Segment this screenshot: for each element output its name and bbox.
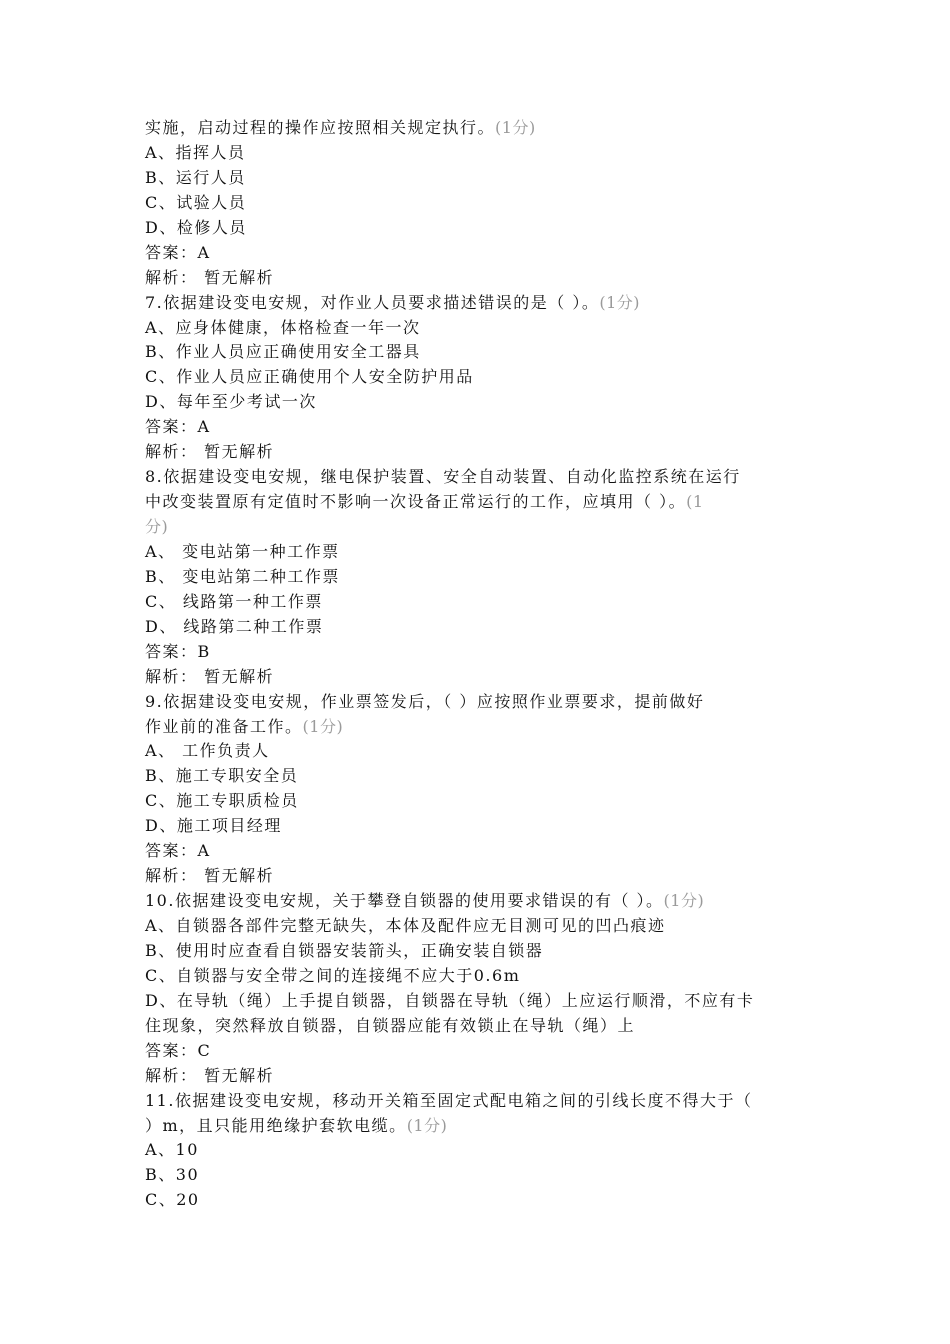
q10-analysis: 解析： 暂无解析 [145,1065,275,1085]
q8-stem-line1: 8.依据建设变电安规，继电保护装置、安全自动装置、自动化监控系统在运行 [145,467,741,487]
text-line: 7.依据建设变电安规，对作业人员要求描述错误的是（ ）。 [145,292,600,312]
q6-option-a: A、指挥人员 [145,142,246,162]
q9-answer: 答案：A [145,841,211,861]
q8-stem-line3 [145,515,810,540]
q9-analysis: 解析： 暂无解析 [145,866,275,886]
q7-answer: 答案：A [145,417,211,437]
q7-option-b: B、作业人员应正确使用安全工器具 [145,342,421,362]
q9-option-d: D、施工项目经理 [145,816,282,836]
score-label: (1分) [406,1115,448,1135]
score-label: (1 [686,492,704,512]
q9-option-c: C、施工专职质检员 [145,791,299,811]
score-label: 分) [145,517,169,536]
q10-option-d-line1: D、在导轨（绳）上手提自锁器，自锁器在导轨（绳）上应运行顺滑，不应有卡 [145,990,755,1010]
q10-option-a: A、自锁器各部件完整无缺失，本体及配件应无目测可见的凹凸痕迹 [145,916,666,935]
q11-stem-line2 [145,1114,810,1139]
text-line: 作业前的准备工作。 [145,716,303,736]
text-line: 实施，启动过程的操作应按照相关规定执行。 [145,118,496,137]
q7-option-c: C、作业人员应正确使用个人安全防护用品 [145,367,474,387]
q8-analysis: 解析： 暂无解析 [145,666,275,686]
q9-option-b: B、施工专职安全员 [145,766,299,786]
score-label: (1分) [663,891,705,911]
q11-option-c: C、20 [145,1190,200,1210]
q7-option-a: A、应身体健康，体格检查一年一次 [145,317,421,337]
q7-stem [145,291,810,316]
text-line: 10.依据建设变电安规，关于攀登自锁器的使用要求错误的有（ ）。 [145,891,664,911]
q8-option-d: D、 线路第二种工作票 [145,616,324,636]
q11-option-b: B、30 [145,1165,200,1185]
q6-option-c: C、试验人员 [145,192,247,212]
q8-option-b: B、 变电站第二种工作票 [145,566,340,586]
q11-stem-line1: 11.依据建设变电安规，移动开关箱至固定式配电箱之间的引线长度不得大于（ [145,1090,753,1110]
q10-answer: 答案：C [145,1040,212,1060]
q8-option-c: C、 线路第一种工作票 [145,591,323,611]
q6-analysis: 解析： 暂无解析 [145,267,275,287]
q6-option-b: B、运行人员 [145,167,246,187]
q8-stem-line2 [145,490,810,515]
q6-stem-continuation [145,116,810,141]
q6-answer: 答案：A [145,242,211,262]
score-label: (1分) [599,292,641,312]
q9-stem-line2 [145,715,810,740]
score-label: (1分) [495,118,536,137]
q10-option-d-line2: 住现象，突然释放自锁器，自锁器应能有效锁止在导轨（绳）上 [145,1015,636,1035]
text-line: 中改变装置原有定值时不影响一次设备正常运行的工作，应填用（ ）。 [145,492,687,512]
exam-document [145,116,810,1213]
q10-option-c: C、自锁器与安全带之间的连接绳不应大于0.6m [145,965,521,985]
q10-stem [145,889,810,914]
q7-option-d: D、每年至少考试一次 [145,392,317,412]
q8-option-a: A、 变电站第一种工作票 [145,541,340,561]
q9-stem-line1: 9.依据建设变电安规，作业票签发后，（ ）应按照作业票要求，提前做好 [145,691,705,711]
score-label: (1分) [302,716,344,736]
q7-analysis: 解析： 暂无解析 [145,442,275,462]
q10-option-b: B、使用时应查看自锁器安装箭头，正确安装自锁器 [145,940,544,960]
q9-option-a: A、 工作负责人 [145,741,270,761]
text-line: ）m，且只能用绝缘护套软电缆。 [145,1115,407,1135]
q8-answer: 答案：B [145,641,211,661]
q11-option-a: A、10 [145,1140,199,1160]
q6-option-d: D、检修人员 [145,217,247,237]
